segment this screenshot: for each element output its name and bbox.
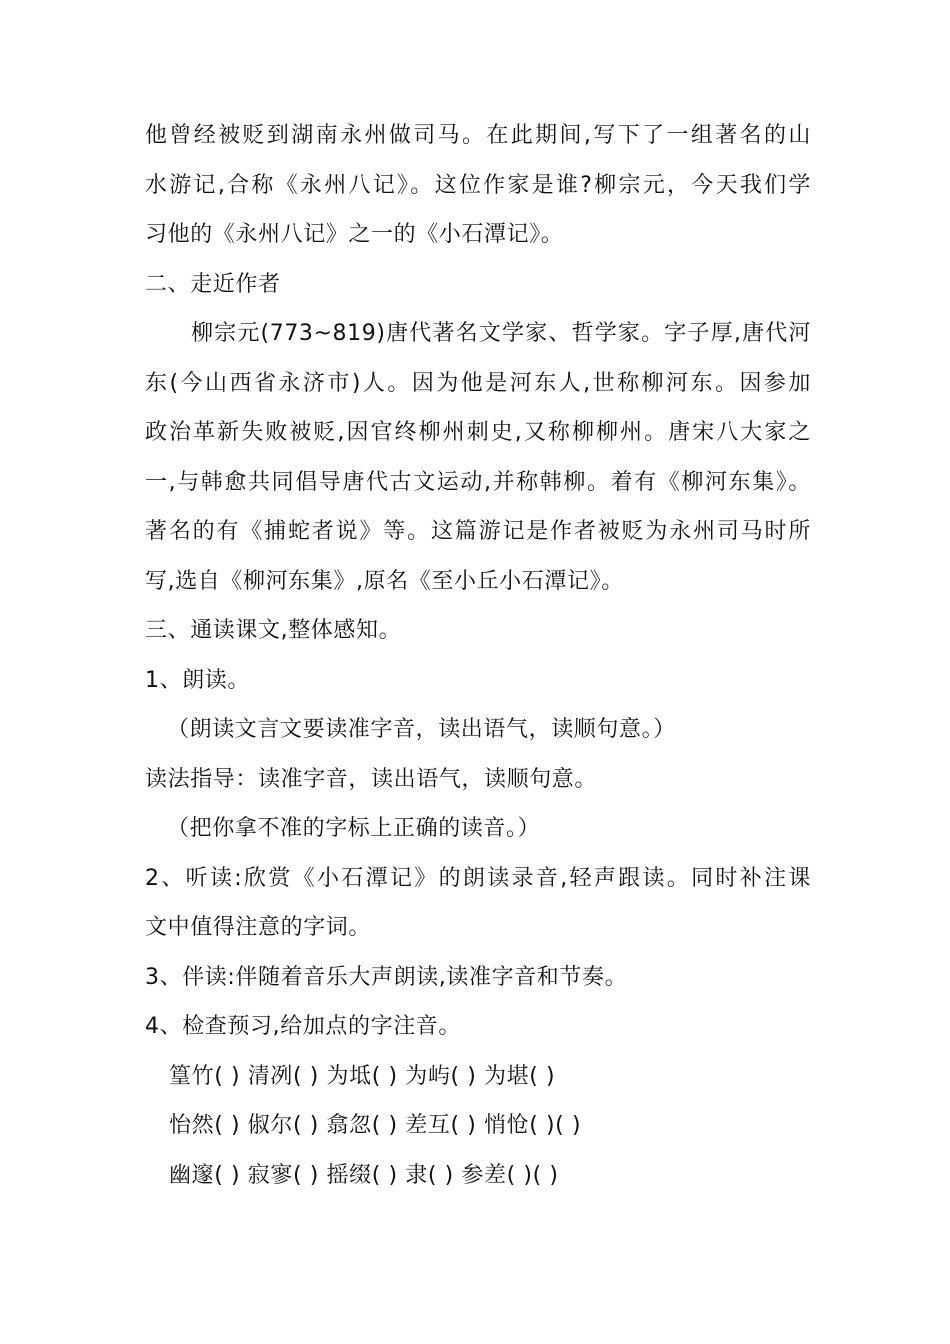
step-heading: 2、听读:欣赏《小石潭记》的朗读录音,轻声跟读。同时补注课	[145, 865, 811, 891]
step-heading: 4、检查预习,给加点的字注音。	[145, 1014, 461, 1039]
instruction-line: 读法指导：读准字音，读出语气，读顺句意。	[145, 766, 598, 792]
paragraph-line: 习他的《永州八记》之一的《小石潭记》。	[145, 222, 564, 247]
paragraph-line: 文中值得注意的字词。	[145, 915, 372, 940]
paragraph-line: 东(今山西省永济市)人。因为他是河东人,世称柳河东。因参加	[145, 370, 811, 396]
paragraph-line: 他曾经被贬到湖南永州做司马。在此期间,写下了一组著名的山	[145, 123, 811, 148]
paragraph-line: 一,与韩愈共同倡导唐代古文运动,并称韩柳。着有《柳河东集》。	[145, 469, 811, 495]
section-heading: 二、走近作者	[145, 271, 281, 297]
paragraph-line: 柳宗元(773~819)唐代著名文学家、哲学家。字子厚,唐代河	[191, 321, 811, 346]
paragraph-line: 著名的有《捕蛇者说》等。这篇游记是作者被贬为永州司马时所	[145, 519, 811, 544]
vocab-row: 篁竹( ) 清冽( ) 为坻( ) 为屿( ) 为堪( )	[169, 1063, 556, 1089]
paragraph-line: 写,选自《柳河东集》,原名《至小丘小石潭记》。	[145, 568, 624, 594]
instruction-note: （把你拿不准的字标上正确的读音。）	[167, 816, 541, 841]
paragraph-line: 水游记,合称《永州八记》。这位作家是谁?柳宗元，今天我们学	[145, 172, 811, 198]
document-body	[145, 111, 811, 1200]
step-heading: 3、伴读:伴随着音乐大声朗读,读准字音和节奏。	[145, 964, 628, 990]
vocab-row: 怡然( ) 俶尔( ) 翕忽( ) 差互( ) 悄怆( )( )	[169, 1113, 582, 1138]
step-heading: 1、朗读。	[145, 667, 250, 693]
section-heading: 三、通读课文,整体感知。	[145, 618, 402, 643]
vocab-row: 幽邃( ) 寂寥( ) 摇缀( ) 隶( ) 参差( )( )	[169, 1162, 559, 1188]
paragraph-line: 政治革新失败被贬,因官终柳州刺史,又称柳柳州。唐宋八大家之	[145, 420, 811, 445]
instruction-note: （朗读文言文要读准字音，读出语气，读顺句意。）	[167, 717, 676, 742]
